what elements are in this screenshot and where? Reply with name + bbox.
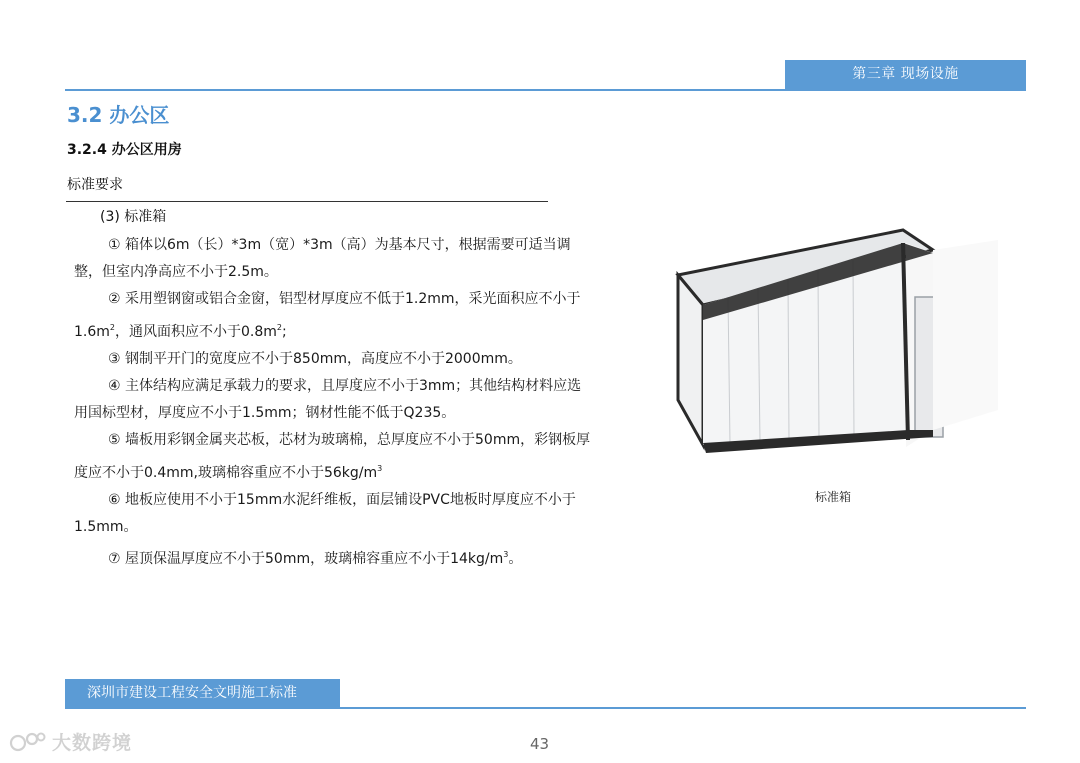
header-rule bbox=[65, 89, 1026, 91]
requirement-paragraph: ⑦ 屋顶保温厚度应不小于50mm，玻璃棉容重应不小于$14kg/m^3$。 bbox=[108, 550, 523, 568]
requirement-paragraph: ⑤ 墙板用彩钢金属夹芯板，芯材为玻璃棉，总厚度应不小于50mm，彩钢板厚度应不小于0.4mm,玻璃棉容重应不小于$56kg/m^3$ bbox=[74, 432, 591, 481]
requirement-paragraph: ① 箱体以6m（长）*3m（宽）*3m（高）为基本尺寸，根据需要可适当调整，但室内净高应不小于2.5m。 bbox=[74, 237, 571, 281]
subsection-title: 3.2.4 办公区用房 bbox=[67, 142, 182, 158]
watermark-logo-icon bbox=[8, 729, 48, 755]
requirement-paragraph: ③ 钢制平开门的宽度应不小于850mm，高度应不小于2000mm。 bbox=[108, 350, 522, 367]
requirements-heading: 标准要求 bbox=[67, 177, 123, 193]
figure-caption: 标准箱 bbox=[815, 490, 852, 504]
watermark bbox=[8, 728, 132, 755]
requirement-paragraph: ⑥ 地板应使用不小于15mm水泥纤维板，面层铺设PVC地板时厚度应不小于1.5mm。 bbox=[74, 491, 576, 536]
page-number: 43 bbox=[530, 735, 550, 753]
requirement-paragraph: ④ 主体结构应满足承载力的要求，且厚度应不小于3mm；其他结构材料应选用国标型材，厚度应不小于1.5mm；钢材性能不低于Q235。 bbox=[74, 378, 582, 422]
item-title: (3) 标准箱 bbox=[100, 209, 167, 225]
footer-title: 深圳市建设工程安全文明施工标准 bbox=[65, 679, 340, 707]
section-title: 3.2 办公区 bbox=[67, 103, 170, 127]
container-office-image bbox=[668, 225, 998, 460]
requirement-paragraph: ② 采用塑钢窗或铝合金窗，铝型材厚度应不低于1.2mm，采光面积应不小于$1.6m^2$，通风面积应不小于$0.8m^2$; bbox=[74, 291, 581, 340]
chapter-tab: 第三章 现场设施 bbox=[785, 60, 1026, 89]
requirements-rule bbox=[66, 201, 548, 202]
requirements-body bbox=[74, 232, 594, 573]
footer-rule bbox=[65, 707, 1026, 709]
watermark-text: 大数跨境 bbox=[52, 732, 133, 754]
